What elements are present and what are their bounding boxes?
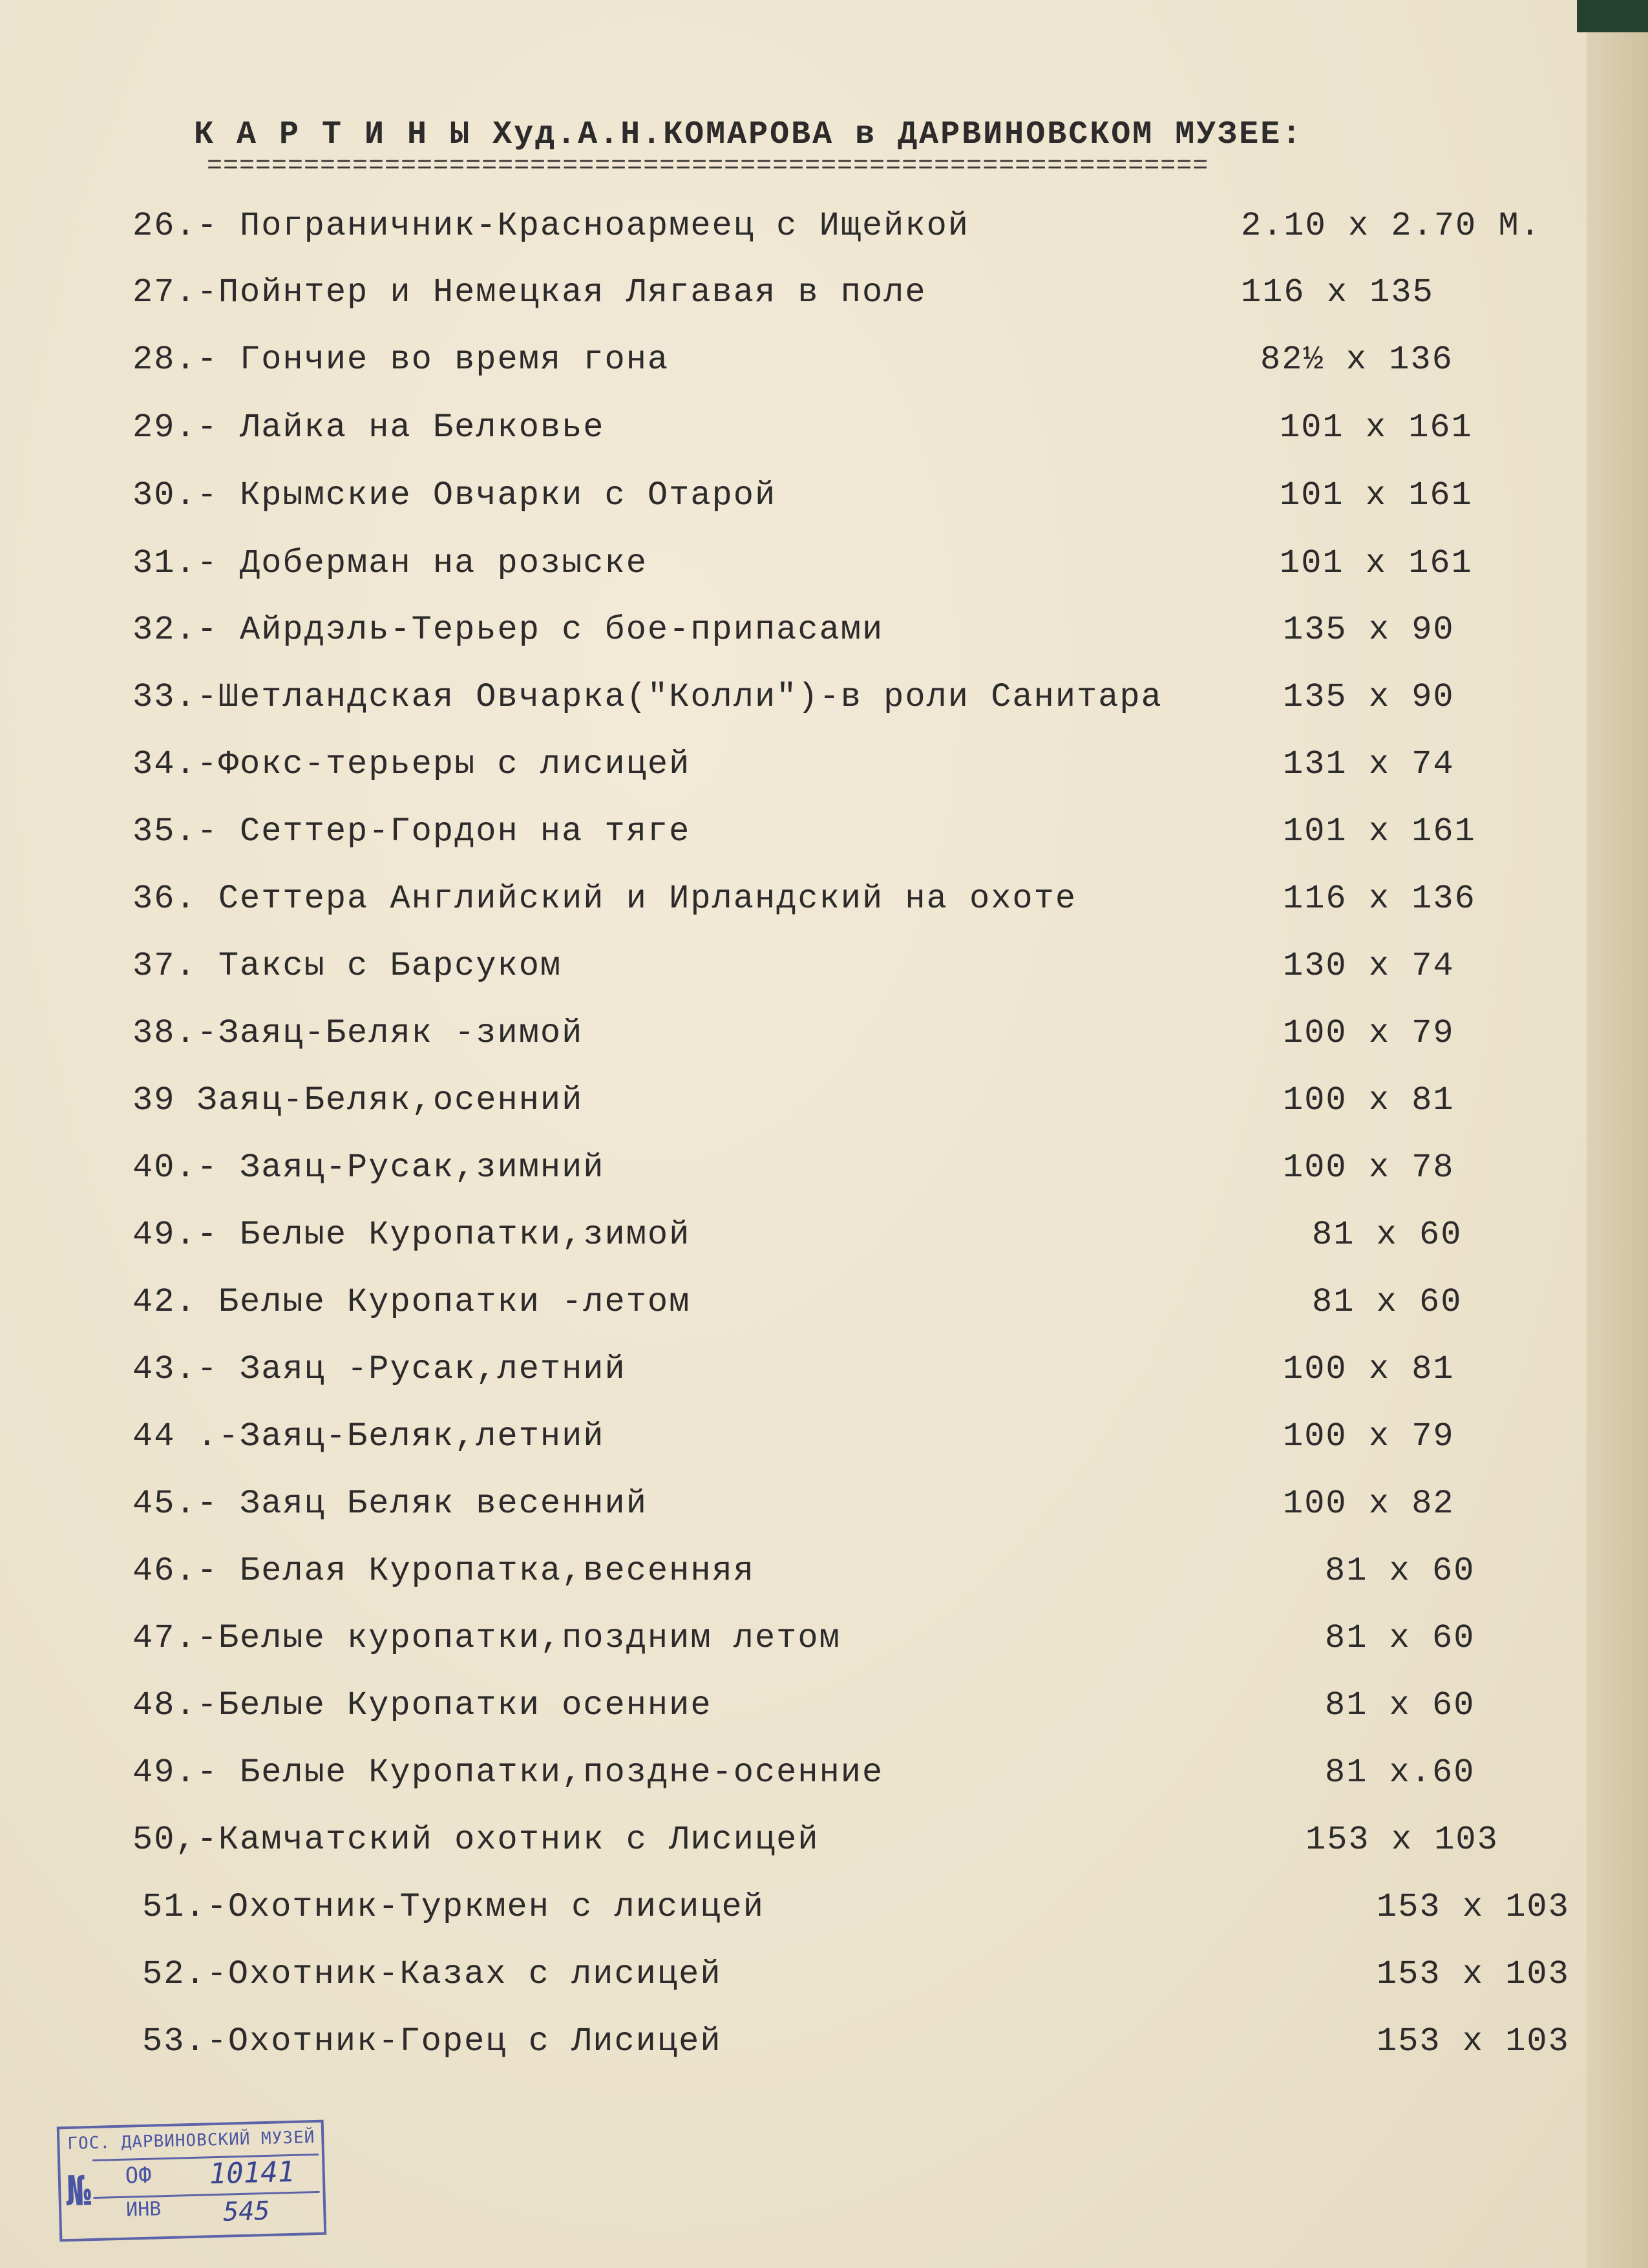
painting-title: 33.-Шетландская Овчарка("Колли")-в роли Санитара <box>132 678 1163 716</box>
stamp-ledger-label: ОФ <box>125 2162 153 2189</box>
painting-dimensions: 116 х 136 <box>1283 880 1476 918</box>
painting-title: 48.-Белые Куропатки осенние <box>132 1686 712 1724</box>
painting-dimensions: 81 х.60 <box>1325 1754 1475 1792</box>
painting-title: 53.-Охотник-Горец с Лисицей <box>142 2022 722 2061</box>
painting-dimensions: 81 х 60 <box>1312 1216 1463 1254</box>
painting-dimensions: 153 х 103 <box>1305 1821 1499 1859</box>
list-item <box>0 947 1648 992</box>
painting-title: 30.- Крымские Овчарки с Отарой <box>132 476 777 514</box>
list-item <box>0 812 1648 858</box>
painting-dimensions: 131 х 74 <box>1283 745 1455 783</box>
painting-dimensions: 81 х 60 <box>1325 1686 1475 1724</box>
painting-dimensions: 100 х 81 <box>1283 1081 1455 1119</box>
painting-dimensions: 153 х 103 <box>1377 1888 1570 1926</box>
list-item <box>0 880 1648 925</box>
painting-dimensions: 101 х 161 <box>1283 812 1476 851</box>
list-item <box>0 1754 1648 1799</box>
list-item <box>0 2022 1648 2068</box>
list-item <box>0 544 1648 589</box>
painting-title: 29.- Лайка на Белковье <box>132 408 605 447</box>
list-item <box>0 408 1648 454</box>
title-underline: ============================================================== <box>207 152 1209 181</box>
painting-title: 39 Заяц-Беляк,осенний <box>132 1081 584 1119</box>
painting-dimensions: 101 х 161 <box>1280 476 1473 514</box>
painting-title: 35.- Сеттер-Гордон на тяге <box>132 812 691 851</box>
painting-title: 31.- Доберман на розыске <box>132 544 648 582</box>
painting-dimensions: 101 х 161 <box>1280 544 1473 582</box>
painting-title: 51.-Охотник-Туркмен с лисицей <box>142 1888 765 1926</box>
painting-dimensions: 153 х 103 <box>1377 1955 1570 1993</box>
list-item <box>0 1552 1648 1597</box>
painting-title: 36. Сеттера Английский и Ирландский на охоте <box>132 880 1077 918</box>
list-item <box>0 1485 1648 1530</box>
painting-title: 49.- Белые Куропатки,поздне-осенние <box>132 1754 884 1792</box>
list-item <box>0 1686 1648 1732</box>
list-item <box>0 1350 1648 1395</box>
stamp-number-sign: № <box>65 2167 92 2216</box>
document-title: К А Р Т И Н Ы Худ.А.Н.КОМАРОВА в ДАРВИНОВСКОМ МУЗЕЕ: <box>194 116 1304 153</box>
stamp-inventory-value: 545 <box>222 2196 271 2227</box>
painting-title: 50,-Камчатский охотник с Лисицей <box>132 1821 819 1859</box>
painting-title: 52.-Охотник-Казах с лисицей <box>142 1955 722 1993</box>
painting-title: 40.- Заяц-Русак,зимний <box>132 1149 605 1187</box>
list-item <box>0 1149 1648 1194</box>
list-item <box>0 1619 1648 1664</box>
painting-dimensions: 116 х 135 <box>1241 273 1434 312</box>
list-item <box>0 207 1648 252</box>
list-item <box>0 341 1648 386</box>
list-item <box>0 476 1648 522</box>
painting-dimensions: 130 х 74 <box>1283 947 1455 985</box>
painting-title: 43.- Заяц -Русак,летний <box>132 1350 626 1388</box>
stamp-header: ГОС. ДАРВИНОВСКИЙ МУЗЕЙ <box>67 2127 315 2154</box>
painting-dimensions: 100 х 78 <box>1283 1149 1455 1187</box>
painting-title: 27.-Пойнтер и Немецкая Лягавая в поле <box>132 273 927 312</box>
painting-dimensions: 100 х 79 <box>1283 1417 1455 1456</box>
painting-title: 44 .-Заяц-Беляк,летний <box>132 1417 605 1456</box>
stamp-ledger-value: 10141 <box>209 2155 295 2191</box>
list-item <box>0 1888 1648 1933</box>
painting-dimensions: 100 х 82 <box>1283 1485 1455 1523</box>
list-item <box>0 1081 1648 1127</box>
painting-dimensions: 81 х 60 <box>1325 1619 1475 1657</box>
list-item <box>0 1216 1648 1261</box>
painting-dimensions: 100 х 79 <box>1283 1014 1455 1052</box>
painting-title: 32.- Айрдэль-Терьер с бое-припасами <box>132 611 884 649</box>
list-item <box>0 1417 1648 1463</box>
painting-dimensions: 81 х 60 <box>1325 1552 1475 1590</box>
painting-title: 47.-Белые куропатки,поздним летом <box>132 1619 841 1657</box>
painting-dimensions: 153 х 103 <box>1377 2022 1570 2061</box>
painting-title: 28.- Гончие во время гона <box>132 341 670 379</box>
painting-dimensions: 81 х 60 <box>1312 1283 1463 1321</box>
list-item <box>0 1014 1648 1059</box>
list-item <box>0 745 1648 790</box>
painting-title: 45.- Заяц Беляк весенний <box>132 1485 648 1523</box>
painting-title: 46.- Белая Куропатка,весенняя <box>132 1552 755 1590</box>
list-item <box>0 273 1648 319</box>
painting-title: 42. Белые Куропатки -летом <box>132 1283 691 1321</box>
background-corner <box>1577 0 1648 32</box>
painting-dimensions: 101 х 161 <box>1280 408 1473 447</box>
painting-title: 26.- Пограничник-Красноармеец с Ищейкой <box>132 207 969 245</box>
painting-dimensions: 82½ х 136 <box>1260 341 1453 379</box>
list-item <box>0 1283 1648 1328</box>
painting-dimensions: 2.10 х 2.70 М. <box>1241 207 1541 245</box>
painting-title: 34.-Фокс-терьеры с лисицей <box>132 745 691 783</box>
list-item <box>0 1821 1648 1866</box>
painting-dimensions: 100 х 81 <box>1283 1350 1455 1388</box>
list-item <box>0 678 1648 723</box>
painting-title: 37. Таксы с Барсуком <box>132 947 562 985</box>
stamp-divider <box>94 2191 320 2199</box>
painting-dimensions: 135 х 90 <box>1283 611 1455 649</box>
stamp-inventory-label: ИНВ <box>125 2198 162 2221</box>
list-item <box>0 611 1648 656</box>
list-item <box>0 1955 1648 2000</box>
painting-title: 49.- Белые Куропатки,зимой <box>132 1216 691 1254</box>
painting-dimensions: 135 х 90 <box>1283 678 1455 716</box>
museum-stamp <box>57 2120 327 2242</box>
painting-title: 38.-Заяц-Беляк -зимой <box>132 1014 584 1052</box>
